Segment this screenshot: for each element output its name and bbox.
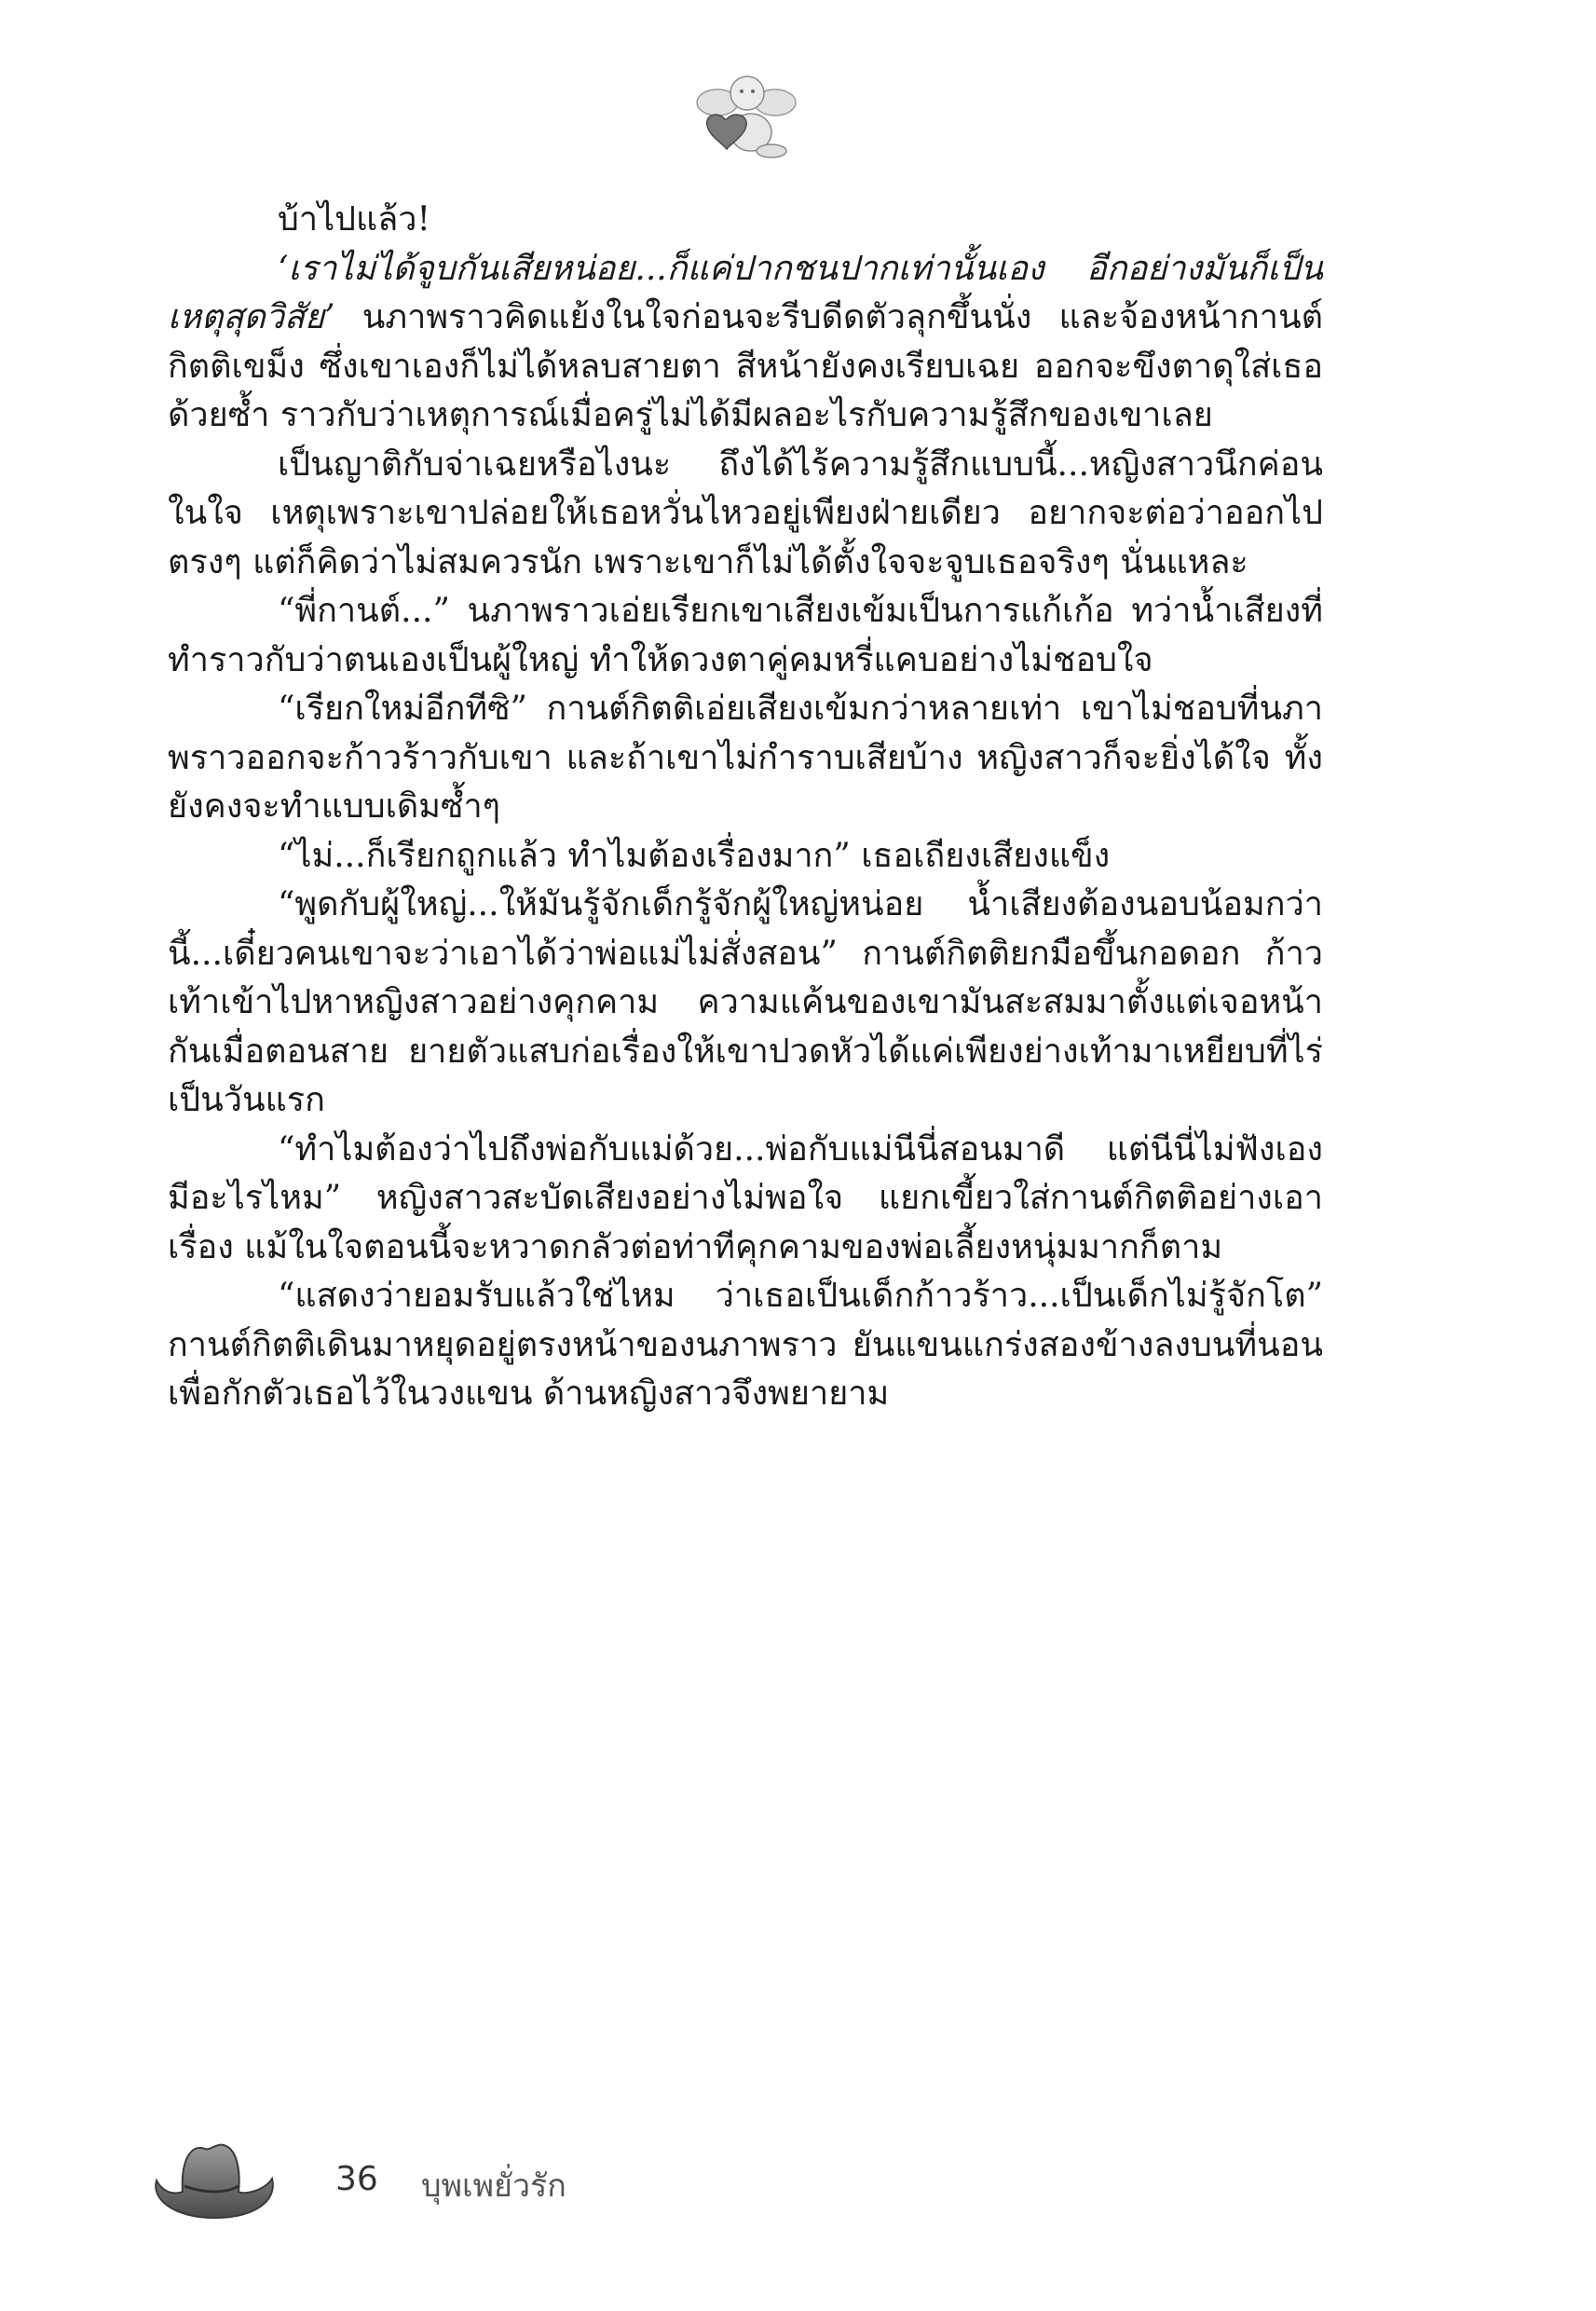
paragraph-text: นภาพราวคิดแย้งในใจก่อนจะรีบดีดตัวลุกขึ้นนั่ง และจ้องหน้ากานต์กิตติเขม็ง ซึ่งเขาเองก็ไม่ได้หลบสายตา สีหน้ายังคงเรียบเฉย ออกจะขึงตาดุใส่เธอด้วยซ้ำ ราวกับว่าเหตุการณ์เมื่อครู่ไม่ได้มีผลอะไรกับความรู้สึกของเขาเลย — [168, 298, 1323, 434]
paragraph — [168, 441, 1323, 588]
paragraph-text: “ไม่...ก็เรียกถูกแล้ว ทำไมต้องเรื่องมาก” เธอเถียงเสียงแข็ง — [278, 836, 1111, 875]
page-footer — [149, 2125, 801, 2227]
italic-thought-text: ‘เราไม่ได้จูบกันเสียหน่อย...ก็แค่ปากชนปากเท่านั้นเอง อีกอย่างมันก็เป็นเหตุสุดวิสัย’ — [168, 249, 1323, 336]
paragraph-text: “เรียกใหม่อีกทีซิ” กานต์กิตติเอ่ยเสียงเข้มกว่าหลายเท่า เขาไม่ชอบที่นภาพราวออกจะก้าวร้าวกับเขา และถ้าเขาไม่กำราบเสียบ้าง หญิงสาวก็จะยิ่งได้ใจ ทั้งยังคงจะทำแบบเดิมซ้ำๆ — [168, 690, 1323, 826]
paragraph-text: “พูดกับผู้ใหญ่...ให้มันรู้จักเด็กรู้จักผู้ใหญ่หน่อย น้ำเสียงต้องนอบน้อมกว่านี้...เดี๋ยวคนเขาจะว่าเอาได้ว่าพ่อแม่ไม่สั่งสอน” กานต์กิตติยกมือขึ้นกอดอก ก้าวเท้าเข้าไปหาหญิงสาวอย่างคุกคาม ความแค้นของเขามันสะสมมาตั้งแต่เจอหน้ากันเมื่อตอนสาย ยายตัวแสบก่อเรื่องให้เขาปวดหัวได้แค่เพียงย่างเท้ามาเหยียบที่ไร่เป็นวันแรก — [168, 885, 1323, 1119]
paragraph-text: “ทำไมต้องว่าไปถึงพ่อกับแม่ด้วย...พ่อกับแม่นีนี่สอนมาดี แต่นีนี่ไม่ฟังเอง มีอะไรไหม” หญิงสาวสะบัดเสียงอย่างไม่พอใจ แยกเขี้ยวใส่กานต์กิตติอย่างเอาเรื่อง แม้ในใจตอนนี้จะหวาดกลัวต่อท่าทีคุกคามของพ่อเลี้ยงหนุ่มมากก็ตาม — [168, 1129, 1323, 1266]
paragraph-text: เป็นญาติกับจ่าเฉยหรือไงนะ ถึงได้ไร้ความรู้สึกแบบนี้...หญิงสาวนึกค่อนในใจ เหตุเพราะเขาปล่อยให้เธอหวั่นไหวอยู่เพียงฝ่ายเดียว อยากจะต่อว่าออกไปตรงๆ แต่ก็คิดว่าไม่สมควรนัก เพราะเขาก็ไม่ได้ตั้งใจจะจูบเธอจริงๆ นั่นแหละ — [168, 444, 1323, 581]
book-title: บุพเพยั่วรัก — [421, 2167, 566, 2205]
paragraph-text: บ้าไปแล้ว! — [278, 200, 430, 239]
paragraph — [168, 245, 1323, 441]
story-text — [168, 196, 1323, 2106]
cowboy-hat-icon — [149, 2125, 280, 2227]
paragraph — [168, 832, 1323, 882]
paragraph — [168, 587, 1323, 685]
paragraph — [168, 1272, 1323, 1419]
paragraph — [168, 1126, 1323, 1273]
paragraph — [168, 881, 1323, 1126]
page-number: 36 — [335, 2160, 378, 2198]
paragraph — [168, 196, 1323, 245]
paragraph — [168, 685, 1323, 832]
paragraph-text: “พี่กานต์...” นภาพราวเอ่ยเรียกเขาเสียงเข้มเป็นการแก้เก้อ ทว่าน้ำเสียงที่ทำราวกับว่าตนเองเป็นผู้ใหญ่ ทำให้ดวงตาคู่คมหรี่แคบอย่างไม่ชอบใจ — [168, 592, 1323, 679]
cupid-with-heart-icon — [689, 65, 801, 168]
paragraph-text: “แสดงว่ายอมรับแล้วใช่ไหม ว่าเธอเป็นเด็กก้าวร้าว...เป็นเด็กไม่รู้จักโต” กานต์กิตติเดินมาหยุดอยู่ตรงหน้าของนภาพราว ยันแขนแกร่งสองข้างลงบนที่นอนเพื่อกักตัวเธอไว้ในวงแขน ด้านหญิงสาวจึงพยายาม — [168, 1277, 1323, 1413]
